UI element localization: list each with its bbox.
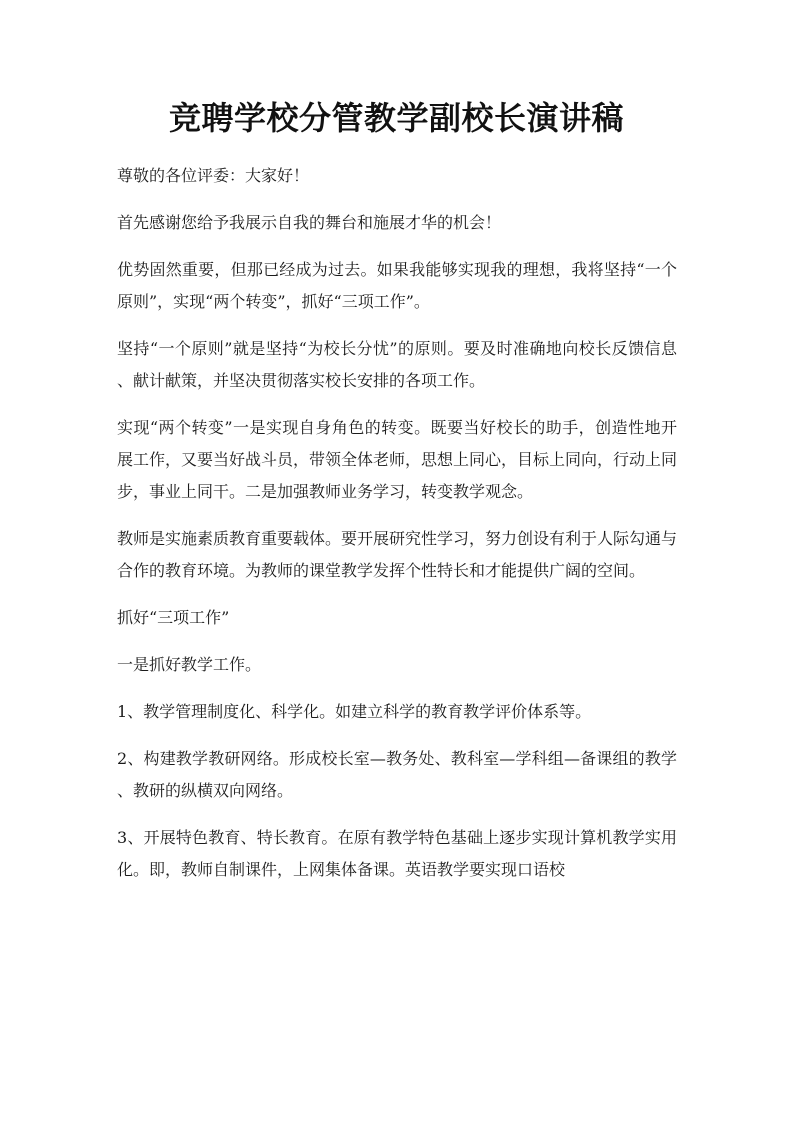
paragraph-greeting: 尊敬的各位评委：大家好！ bbox=[117, 166, 310, 185]
document-body bbox=[117, 160, 677, 901]
paragraph-overview: 优势固然重要，但那已经成为过去。如果我能够实现我的理想，我将坚持“一个原则”，实现“两个转变”，抓好“三项工作”。 bbox=[117, 260, 677, 311]
paragraph-item-1: 1、教学管理制度化、科学化。如建立科学的教育教学评价体系等。 bbox=[117, 702, 592, 721]
document-title: 竞聘学校分管教学副校长演讲稿 bbox=[168, 99, 624, 137]
paragraph-item-3: 3、开展特色教育、特长教育。在原有教学特色基础上逐步实现计算机教学实用化。即，教师自制课件，上网集体备课。英语教学要实现口语校 bbox=[117, 828, 677, 879]
paragraph-three-tasks-heading: 抓好“三项工作” bbox=[117, 608, 230, 627]
paragraph-thanks: 首先感谢您给予我展示自我的舞台和施展才华的机会！ bbox=[117, 213, 502, 232]
paragraph-teacher-role: 教师是实施素质教育重要载体。要开展研究性学习，努力创设有利于人际勾通与合作的教育环境。为教师的课堂教学发挥个性特长和才能提供广阔的空间。 bbox=[117, 529, 678, 580]
paragraph-two-transformations: 实现“两个转变”一是实现自身角色的转变。既要当好校长的助手，创造性地开展工作，又要当好战斗员，带领全体老师，思想上同心，目标上同向，行动上同步，事业上同干。二是加强教师业务学习，转变教学观念。 bbox=[117, 418, 678, 501]
paragraph-item-2: 2、构建教学教研网络。形成校长室—教务处、教科室—学科组—备课组的教学、教研的纵横双向网络。 bbox=[117, 749, 677, 800]
paragraph-teaching-work: 一是抓好教学工作。 bbox=[117, 655, 262, 674]
paragraph-one-principle: 坚持“一个原则”就是坚持“为校长分忧”的原则。要及时准确地向校长反馈信息、献计献策，并坚决贯彻落实校长安排的各项工作。 bbox=[117, 339, 677, 390]
